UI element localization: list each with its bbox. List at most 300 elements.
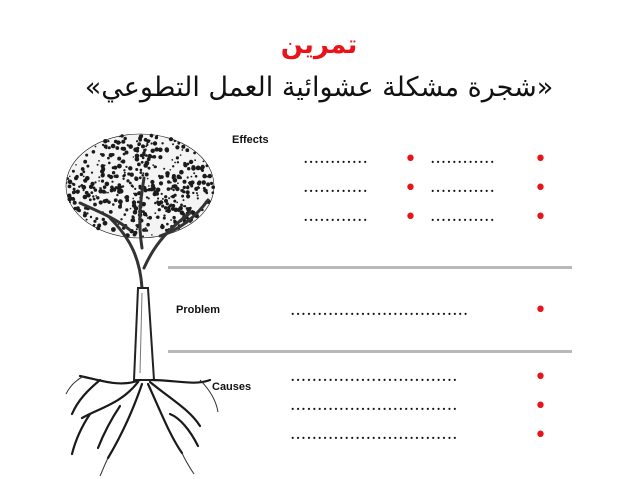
leaf-speck <box>146 143 148 145</box>
leaf-speck <box>155 192 159 196</box>
bullet-icon: • <box>534 365 547 390</box>
leaf-speck <box>73 188 76 191</box>
leaf-speck <box>154 202 157 205</box>
leaf-speck <box>132 198 134 200</box>
leaf-speck <box>161 224 163 226</box>
leaf-speck <box>161 205 164 208</box>
leaf-speck <box>175 187 179 191</box>
leaf-speck <box>190 180 194 184</box>
leaf-speck <box>138 142 141 145</box>
leaf-speck <box>173 184 176 187</box>
leaf-speck <box>82 185 87 190</box>
leaf-speck <box>206 182 210 186</box>
leaf-speck <box>95 146 97 148</box>
leaf-speck <box>197 194 199 196</box>
leaf-speck <box>155 147 159 151</box>
leaf-speck <box>156 135 158 137</box>
leaf-speck <box>110 189 114 193</box>
leaf-speck <box>93 224 96 227</box>
leaf-speck <box>156 188 161 193</box>
leaf-speck <box>93 220 96 223</box>
leaf-speck <box>147 178 149 180</box>
cause-blank[interactable]: ............................... <box>290 424 458 444</box>
leaf-speck <box>98 176 100 178</box>
cause-blank[interactable]: ............................... <box>290 366 458 386</box>
leaf-speck <box>117 186 122 191</box>
leaf-speck <box>117 157 121 161</box>
leaf-speck <box>172 189 174 191</box>
problem-tree-illustration <box>60 118 269 478</box>
leaf-speck <box>167 180 170 183</box>
leaf-speck <box>142 228 146 232</box>
leaf-speck <box>74 176 78 180</box>
leaf-speck <box>68 185 72 189</box>
bullet-icon: • <box>534 205 547 230</box>
leaf-speck <box>163 214 165 216</box>
leaf-speck <box>89 198 92 201</box>
leaf-speck <box>112 171 115 174</box>
leaf-speck <box>196 166 201 171</box>
leaf-speck <box>195 175 198 178</box>
leaf-speck <box>143 163 148 168</box>
leaf-speck <box>123 153 126 156</box>
leaf-speck <box>164 199 168 203</box>
leaf-speck <box>76 208 80 212</box>
leaf-speck <box>198 180 202 184</box>
leaf-speck <box>202 174 207 179</box>
leaf-speck <box>186 190 190 194</box>
leaf-speck <box>136 228 138 230</box>
leaf-speck <box>86 219 88 221</box>
divider-problem-causes <box>168 350 572 353</box>
leaf-speck <box>99 187 101 189</box>
leaf-speck <box>177 175 181 179</box>
leaf-speck <box>140 171 143 174</box>
effect-blank-left[interactable]: ............ <box>303 206 368 226</box>
leaf-speck <box>69 201 71 203</box>
leaf-speck <box>105 182 110 187</box>
leaf-speck <box>72 170 75 173</box>
leaf-speck <box>212 191 215 194</box>
effect-blank-right[interactable]: ............ <box>430 148 495 168</box>
leaf-speck <box>96 196 99 199</box>
leaf-speck <box>98 189 103 194</box>
leaf-speck <box>200 167 204 171</box>
leaf-speck <box>129 182 132 185</box>
leaf-speck <box>158 155 162 159</box>
leaf-speck <box>107 201 110 204</box>
leaf-speck <box>181 145 185 149</box>
leaf-speck <box>97 224 101 228</box>
leaf-speck <box>133 193 135 195</box>
effect-blank-right[interactable]: ............ <box>430 206 495 226</box>
leaf-speck <box>73 201 77 205</box>
leaf-speck <box>172 175 176 179</box>
leaf-speck <box>192 192 194 194</box>
leaf-speck <box>139 176 142 179</box>
bullet-icon: • <box>404 205 417 230</box>
leaf-speck <box>143 149 146 152</box>
leaf-speck <box>157 197 159 199</box>
leaf-speck <box>125 166 127 168</box>
leaf-speck <box>112 203 115 206</box>
bullet-icon: • <box>404 147 417 172</box>
leaf-speck <box>161 142 163 144</box>
leaf-speck <box>114 198 118 202</box>
leaf-speck <box>141 174 144 177</box>
effect-blank-left[interactable]: ............ <box>303 148 368 168</box>
leaf-speck <box>133 233 137 237</box>
leaf-speck <box>165 147 170 152</box>
leaf-speck <box>121 147 125 151</box>
leaf-speck <box>142 157 145 160</box>
leaf-speck <box>83 176 85 178</box>
leaf-speck <box>150 187 154 191</box>
leaf-speck <box>98 160 100 162</box>
leaf-speck <box>179 170 184 175</box>
leaf-speck <box>102 218 105 221</box>
leaf-speck <box>122 175 125 178</box>
leaf-speck <box>83 195 88 200</box>
leaf-speck <box>108 146 111 149</box>
leaf-speck <box>83 161 86 164</box>
leaf-speck <box>187 185 190 188</box>
leaf-speck <box>98 180 100 182</box>
leaf-speck <box>134 188 136 190</box>
leaf-speck <box>171 195 175 199</box>
leaf-speck <box>137 163 141 167</box>
leaf-speck <box>176 202 178 204</box>
leaf-speck <box>206 164 209 167</box>
leaf-speck <box>151 234 153 236</box>
leaf-speck <box>142 210 145 213</box>
leaf-speck <box>189 160 193 164</box>
leaf-speck <box>107 192 109 194</box>
leaf-speck <box>152 164 154 166</box>
leaf-speck <box>123 169 125 171</box>
leaf-speck <box>161 193 163 195</box>
leaf-speck <box>142 235 144 237</box>
leaf-speck <box>183 205 185 207</box>
leaf-speck <box>146 229 149 232</box>
leaf-speck <box>120 218 122 220</box>
leaf-speck <box>183 199 185 201</box>
leaf-speck <box>110 186 114 190</box>
leaf-speck <box>194 159 196 161</box>
leaf-speck <box>135 168 138 171</box>
leaf-speck <box>85 191 89 195</box>
leaf-speck <box>133 156 135 158</box>
leaf-speck <box>121 159 125 163</box>
leaf-speck <box>109 210 113 214</box>
leaf-speck <box>132 200 136 204</box>
leaf-speck <box>166 223 169 226</box>
leaf-speck <box>177 161 179 163</box>
leaf-speck <box>173 220 176 223</box>
leaf-speck <box>191 165 195 169</box>
bullet-icon: • <box>534 176 547 201</box>
leaf-speck <box>141 144 145 148</box>
leaf-speck <box>111 227 116 232</box>
leaf-speck <box>117 164 122 169</box>
leaf-speck <box>120 134 123 137</box>
leaf-speck <box>145 154 148 157</box>
leaf-speck <box>114 140 118 144</box>
leaf-speck <box>101 167 105 171</box>
leaf-speck <box>83 189 85 191</box>
problem-label: Problem <box>176 304 221 316</box>
leaf-speck <box>177 142 180 145</box>
leaf-speck <box>183 180 187 184</box>
leaf-speck <box>211 185 215 189</box>
leaf-speck <box>164 195 167 198</box>
leaf-speck <box>90 216 92 218</box>
leaf-speck <box>92 150 96 154</box>
leaf-speck <box>141 161 144 164</box>
leaf-speck <box>153 155 157 159</box>
leaf-speck <box>151 134 154 137</box>
leaf-speck <box>146 189 148 191</box>
leaf-speck <box>85 154 88 157</box>
leaf-speck <box>154 212 156 214</box>
leaf-speck <box>133 147 138 152</box>
leaf-speck <box>116 194 118 196</box>
leaf-speck <box>103 221 108 226</box>
leaf-speck <box>165 210 167 212</box>
leaf-speck <box>151 184 155 188</box>
leaf-speck <box>171 204 175 208</box>
bullet-icon: • <box>534 394 547 419</box>
leaf-speck <box>196 192 198 194</box>
leaf-speck <box>107 140 109 142</box>
leaf-speck <box>111 181 113 183</box>
leaf-speck <box>145 173 149 177</box>
page-subtitle: «شجرة مشكلة عشوائية العمل التطوعي» <box>84 72 554 103</box>
leaf-speck <box>147 217 149 219</box>
leaf-speck <box>130 173 134 177</box>
leaf-speck <box>187 176 189 178</box>
leaf-speck <box>164 206 168 210</box>
leaf-speck <box>99 200 103 204</box>
leaf-speck <box>187 167 190 170</box>
leaf-speck <box>176 156 179 159</box>
leaf-speck <box>111 144 116 149</box>
leaf-speck <box>151 149 155 153</box>
leaf-speck <box>170 219 172 221</box>
leaf-speck <box>67 177 70 180</box>
leaf-speck <box>148 185 150 187</box>
leaf-speck <box>149 140 151 142</box>
effect-blank-right[interactable]: ............ <box>430 177 495 197</box>
leaf-speck <box>118 199 123 204</box>
leaf-speck <box>128 166 132 170</box>
leaf-speck <box>210 182 213 185</box>
leaf-speck <box>86 165 89 168</box>
leaf-speck <box>183 163 187 167</box>
bullet-icon: • <box>534 147 547 172</box>
leaf-speck <box>172 143 174 145</box>
leaf-speck <box>128 144 133 149</box>
leaf-speck <box>166 174 170 178</box>
leaf-speck <box>173 200 176 203</box>
leaf-speck <box>163 168 165 170</box>
leaf-speck <box>95 217 98 220</box>
leaf-speck <box>97 164 99 166</box>
leaf-speck <box>92 195 94 197</box>
leaf-speck <box>146 223 150 227</box>
leaf-speck <box>68 195 71 198</box>
cause-blank[interactable]: ............................... <box>290 395 458 415</box>
leaf-speck <box>145 145 147 147</box>
causes-label: Causes <box>212 381 252 393</box>
leaf-speck <box>177 182 179 184</box>
leaf-speck <box>108 162 111 165</box>
leaf-speck <box>185 148 189 152</box>
leaf-speck <box>168 197 170 199</box>
leaf-speck <box>69 176 71 178</box>
tree-icon <box>60 118 260 478</box>
leaf-speck <box>124 196 127 199</box>
leaf-speck <box>148 167 151 170</box>
leaf-speck <box>124 137 127 140</box>
leaf-speck <box>206 176 208 178</box>
leaf-speck <box>193 172 195 174</box>
leaf-speck <box>157 202 161 206</box>
leaf-speck <box>151 142 153 144</box>
bullet-icon: • <box>404 176 417 201</box>
leaf-speck <box>134 176 137 179</box>
leaf-speck <box>191 176 193 178</box>
problem-blank[interactable]: ................................. <box>290 300 469 320</box>
leaf-speck <box>197 197 199 199</box>
leaf-speck <box>109 175 113 179</box>
leaf-speck <box>78 186 80 188</box>
leaf-speck <box>182 190 185 193</box>
leaf-speck <box>150 180 154 184</box>
leaf-speck <box>169 137 173 141</box>
leaf-speck <box>130 208 132 210</box>
leaf-speck <box>124 172 126 174</box>
leaf-speck <box>72 183 74 185</box>
leaf-speck <box>132 186 134 188</box>
leaf-speck <box>125 208 128 211</box>
leaf-speck <box>103 173 105 175</box>
leaf-speck <box>74 191 77 194</box>
leaf-speck <box>90 191 93 194</box>
leaf-speck <box>148 154 153 159</box>
leaf-speck <box>109 153 113 157</box>
leaf-speck <box>131 219 135 223</box>
leaf-speck <box>139 135 143 139</box>
leaf-speck <box>107 157 110 160</box>
leaf-speck <box>101 153 105 157</box>
leaf-speck <box>201 180 206 185</box>
leaf-speck <box>148 216 152 220</box>
leaf-speck <box>93 187 96 190</box>
leaf-speck <box>95 195 97 197</box>
leaf-speck <box>155 166 157 168</box>
leaf-speck <box>181 195 184 198</box>
leaf-speck <box>159 181 163 185</box>
leaf-speck <box>93 198 96 201</box>
leaf-speck <box>124 213 127 216</box>
leaf-speck <box>104 165 106 167</box>
leaf-speck <box>198 187 200 189</box>
leaf-speck <box>103 139 107 143</box>
leaf-speck <box>114 175 117 178</box>
leaf-speck <box>203 161 205 163</box>
leaf-speck <box>206 192 209 195</box>
leaf-speck <box>90 182 94 186</box>
leaf-speck <box>136 140 138 142</box>
leaf-speck <box>181 149 183 151</box>
bullet-icon: • <box>534 423 547 448</box>
leaf-speck <box>66 182 68 184</box>
leaf-speck <box>115 146 119 150</box>
leaf-speck <box>126 179 129 182</box>
leaf-speck <box>103 199 107 203</box>
leaf-speck <box>135 154 140 159</box>
leaf-speck <box>153 141 157 145</box>
leaf-speck <box>83 211 86 214</box>
leaf-speck <box>143 172 145 174</box>
leaf-speck <box>75 164 77 166</box>
leaf-speck <box>140 169 143 172</box>
leaf-speck <box>104 145 108 149</box>
leaf-speck <box>133 210 138 215</box>
effects-label: Effects <box>232 134 269 146</box>
leaf-speck <box>121 140 125 144</box>
leaf-speck <box>167 187 171 191</box>
leaf-speck <box>160 175 164 179</box>
divider-effects-problem <box>168 266 572 269</box>
leaf-speck <box>158 208 161 211</box>
leaf-speck <box>156 216 158 218</box>
leaf-speck <box>94 181 96 183</box>
leaf-speck <box>93 203 97 207</box>
effect-blank-left[interactable]: ............ <box>303 177 368 197</box>
leaf-speck <box>146 196 148 198</box>
leaf-speck <box>146 215 148 217</box>
leaf-speck <box>171 159 173 161</box>
leaf-speck <box>77 207 79 209</box>
leaf-speck <box>68 180 73 185</box>
leaf-speck <box>162 198 164 200</box>
leaf-speck <box>174 162 176 164</box>
leaf-speck <box>174 140 176 142</box>
bullet-icon: • <box>534 298 547 323</box>
page-title: تمرين <box>280 30 358 60</box>
leaf-speck <box>189 207 192 210</box>
leaf-speck <box>122 178 124 180</box>
leaf-speck <box>113 166 117 170</box>
leaf-speck <box>175 145 179 149</box>
leaf-speck <box>80 173 83 176</box>
leaf-speck <box>91 172 93 174</box>
leaf-speck <box>172 216 175 219</box>
leaf-speck <box>139 187 141 189</box>
leaf-speck <box>163 217 166 220</box>
leaf-speck <box>101 180 104 183</box>
leaf-speck <box>105 191 107 193</box>
leaf-speck <box>180 204 183 207</box>
leaf-speck <box>135 224 138 227</box>
leaf-speck <box>170 169 172 171</box>
leaf-speck <box>83 179 85 181</box>
leaf-speck <box>183 186 186 189</box>
leaf-speck <box>86 212 88 214</box>
leaf-speck <box>180 154 182 156</box>
